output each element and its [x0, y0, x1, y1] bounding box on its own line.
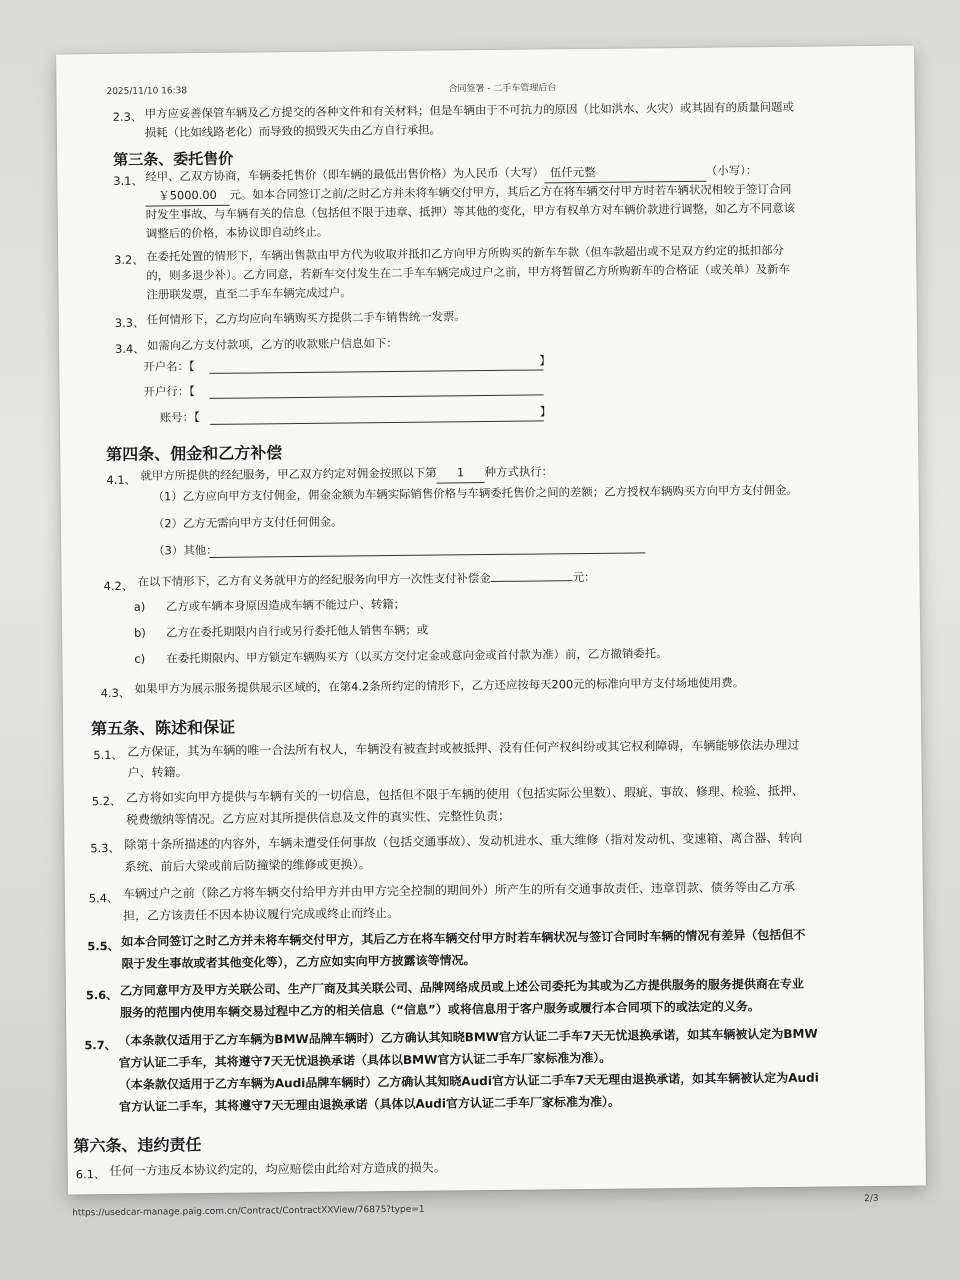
clause-4-1-line: 就甲方所提供的经纪服务，甲乙双方约定对佣金按照以下第 1 种方式执行：	[140, 464, 554, 483]
case-a-text: 乙方或车辆本身原因造成车辆不能过户、转籍；	[165, 596, 406, 614]
clause-number: 5.4、	[88, 890, 119, 906]
clause-5-3-line-2: 系统、前后大梁或前后防撞梁的维修或更换）。	[124, 857, 371, 874]
page-number: 2/3	[864, 1193, 879, 1205]
clause-number: 3.4、	[115, 341, 145, 356]
clause-3-2-line-3: 注册联发票，直至二手车车辆完成过户。	[146, 285, 352, 302]
clause-3-3-text: 任何情形下，乙方均应向车辆购买方提供二手车销售统一发票。	[146, 309, 466, 327]
clause-5-6-line-1: 乙方同意甲方及甲方关联公司、生产厂商及其关联公司、品牌网络成员或上述公司委托为其或为乙方提供服务的服务提供商在专业	[119, 976, 804, 998]
clause-number: 6.1、	[75, 1167, 106, 1182]
clause-5-7-line-1: （本条款仅适用于乙方车辆为BMW品牌车辆时）乙方确认其知晓BMW官方认证二手车7天无忧退换承诺，如其车辆被认定为BMW	[118, 1026, 818, 1048]
clause-3-2-line-2: 的，则多退少补）。乙方同意，若新车交付发生在二手车车辆完成过户之前，甲方将暂留乙方所购新车的合格证（或关单）及新车	[146, 261, 790, 283]
footer-url: https://usedcar-manage.paig.com.cn/Contract/ContractXXView/76875?type=1	[72, 1204, 425, 1219]
bank-label: 开户行：【	[143, 384, 195, 399]
clause-3-1-line-1: 经甲、乙双方协商，车辆委托售价（即车辆的最低出售价格）为人民币（大写） 伍仟元整 （小写）：	[145, 163, 758, 184]
clause-4-3-text: 如果甲方为展示服务提供展示区域的，在第4.2条所约定的情形下，乙方还应按每天200元的标准向甲方支付场地使用费。	[134, 675, 745, 696]
article-3-title: 第三条、委托售价	[113, 149, 234, 169]
price-digits-field: ￥5000.00	[145, 186, 229, 207]
print-header-title: 合同签署 - 二手车管理后台	[448, 83, 557, 95]
commission-choice-field: 1	[437, 463, 485, 484]
clause-number: 5.2、	[91, 793, 122, 809]
article-6-title: 第六条、违约责任	[73, 1135, 202, 1156]
commission-option-1: （1）乙方应向甲方支付佣金，佣金金额为车辆实际销售价格与车辆委托售价之间的差额；乙方授权车辆购买方向甲方支付佣金。	[152, 482, 798, 504]
clause-5-2-line-1: 乙方将如实向甲方提供与车辆有关的一切信息，包括但不限于车辆的使用（包括实际公里数）、瑕疵、事故、修理、检验、抵押、	[125, 783, 804, 805]
case-a-label: a)	[133, 599, 146, 614]
clause-5-4-line-1: 车辆过户之前（除乙方将车辆交付给甲方并由甲方完全控制的期间外）所产生的所有交通事故责任、违章罚款、债务等由乙方承	[122, 879, 795, 901]
clause-2-3-line-1: 甲方应妥善保管车辆及乙方提交的各种文件和有关材料；但是车辆由于不可抗力的原因（比如洪水、火灾）或其固有的质量问题或	[144, 99, 794, 121]
clause-number: 5.7、	[84, 1037, 117, 1053]
clause-number: 5.5、	[87, 938, 120, 954]
clause-6-1-text: 任何一方违反本协议约定的，均应赔偿由此给对方造成的损失。	[109, 1160, 446, 1179]
compensation-field	[491, 580, 573, 582]
account-name-field	[209, 354, 543, 373]
clause-5-6-line-2: 服务的范围内使用车辆交易过程中乙方的相关信息（“信息”）或将信息用于客户服务或履行本合同项下的或法定的义务。	[120, 999, 760, 1020]
case-c-label: c)	[134, 651, 146, 666]
account-number-label: 账号：【	[159, 410, 200, 425]
case-c-text: 在委托期限内、甲方锁定车辆购买方（以买方交付定金或意向金或首付款为准）前，乙方撤销委托。	[166, 646, 668, 666]
clause-5-3-line-1: 除第十条所描述的内容外，车辆未遭受任何事故（包括交通事故）、发动机进水、重大维修（指对发动机、变速箱、离合器、转向	[124, 830, 803, 852]
clause-5-2-line-2: 税费缴纳等情况。乙方应对其所提供信息及文件的真实性、完整性负责；	[125, 808, 511, 827]
clause-number: 5.1、	[93, 747, 123, 763]
clause-number: 3.2、	[114, 252, 144, 267]
contract-page	[56, 46, 926, 1219]
clause-3-1-line-3: 时发生事故、与车辆有关的信息（包括但不限于违章、抵押）等其他的变化，甲方有权单方对车辆价款进行调整，如乙方不同意该	[145, 200, 796, 222]
clause-4-2-line: 在以下情形下，乙方有义务就甲方的经纪服务向甲方一次性支付补偿金 元：	[137, 569, 596, 589]
case-b-text: 乙方在委托期限内自行或另行委托他人销售车辆；或	[166, 622, 429, 640]
clause-5-5-line-1: 如本合同签订之时乙方并未将车辆交付甲方，其后乙方在将车辆交付甲方时若车辆状况与签订合同时车辆的情况有差异（包括但不	[121, 927, 806, 949]
clause-number: 4.1、	[106, 472, 137, 488]
clause-2-3-line-2: 损耗（比如线路老化）而导致的损毁灭失由乙方自行承担。	[144, 122, 442, 140]
article-4-title: 第四条、佣金和乙方补偿	[106, 443, 283, 465]
close-bracket: 】	[539, 353, 551, 368]
commission-other-field	[209, 537, 645, 558]
clause-3-1-line-4: 调整后的价格，本协议即自动终止。	[145, 224, 329, 241]
clause-5-1-line-2: 户、转籍。	[127, 765, 188, 780]
clause-5-5-line-2: 限于发生事故或者其他变化等），乙方应如实向甲方披露该等情况。	[121, 953, 476, 971]
clause-number: 2.3、	[112, 109, 143, 124]
clause-number: 4.3、	[100, 685, 131, 701]
close-bracket: 】	[539, 404, 552, 419]
clause-number: 5.6、	[85, 987, 118, 1003]
clause-number: 5.3、	[90, 840, 120, 856]
clause-5-7-line-3: （本条款仅适用于乙方车辆为Audi品牌车辆时）乙方确认其知晓Audi官方认证二手车7天无理由退换承诺，如其车辆被认定为Audi	[118, 1070, 819, 1092]
account-name-label: 开户名：【	[143, 359, 195, 374]
clause-number: 3.3、	[114, 315, 145, 330]
print-timestamp: 2025/11/10 16:38	[106, 86, 188, 97]
clause-number: 3.1、	[113, 173, 143, 188]
clause-3-2-line-1: 在委托处置的情形下，车辆出售款由甲方代为收取并抵扣乙方向甲方所购买的新车车款（但车款超出或不足双方约定的抵扣部分	[146, 242, 785, 264]
clause-5-1-line-1: 乙方保证，其为车辆的唯一合法所有权人，车辆没有被查封或被抵押、没有任何产权纠纷或其它权利障碍，车辆能够依法办理过	[127, 737, 800, 759]
clause-number: 4.2、	[103, 578, 134, 594]
clause-5-7-line-4: 官方认证二手车，其将遵守7天无理由退换承诺（具体以Audi官方认证二手车厂家标准为准）。	[119, 1094, 621, 1114]
article-5-title: 第五条、陈述和保证	[91, 717, 236, 739]
commission-option-3: （3）其他：	[153, 542, 218, 558]
clause-5-7-line-2: 官方认证二手车，其将遵守7天无忧退换承诺（具体以BMW官方认证二手车厂家标准为准）。	[118, 1050, 612, 1070]
price-words-field: 伍仟元整	[544, 162, 706, 184]
clause-3-1-line-2: ￥5000.00 元。如本合同签订之前/之时乙方并未将车辆交付甲方，其后乙方在将车辆交付甲方时若车辆状况相较于签订合同	[145, 180, 791, 207]
commission-option-2: （2）乙方无需向甲方支付任何佣金。	[152, 514, 343, 531]
case-b-label: b)	[134, 625, 146, 640]
clause-3-4-text: 如需向乙方支付款项，乙方的收款账户信息如下：	[147, 335, 398, 353]
bank-field	[210, 379, 544, 398]
clause-5-4-line-2: 担，乙方该责任不因本协议履行完成或终止而终止。	[123, 905, 400, 923]
account-number-field	[210, 405, 544, 424]
